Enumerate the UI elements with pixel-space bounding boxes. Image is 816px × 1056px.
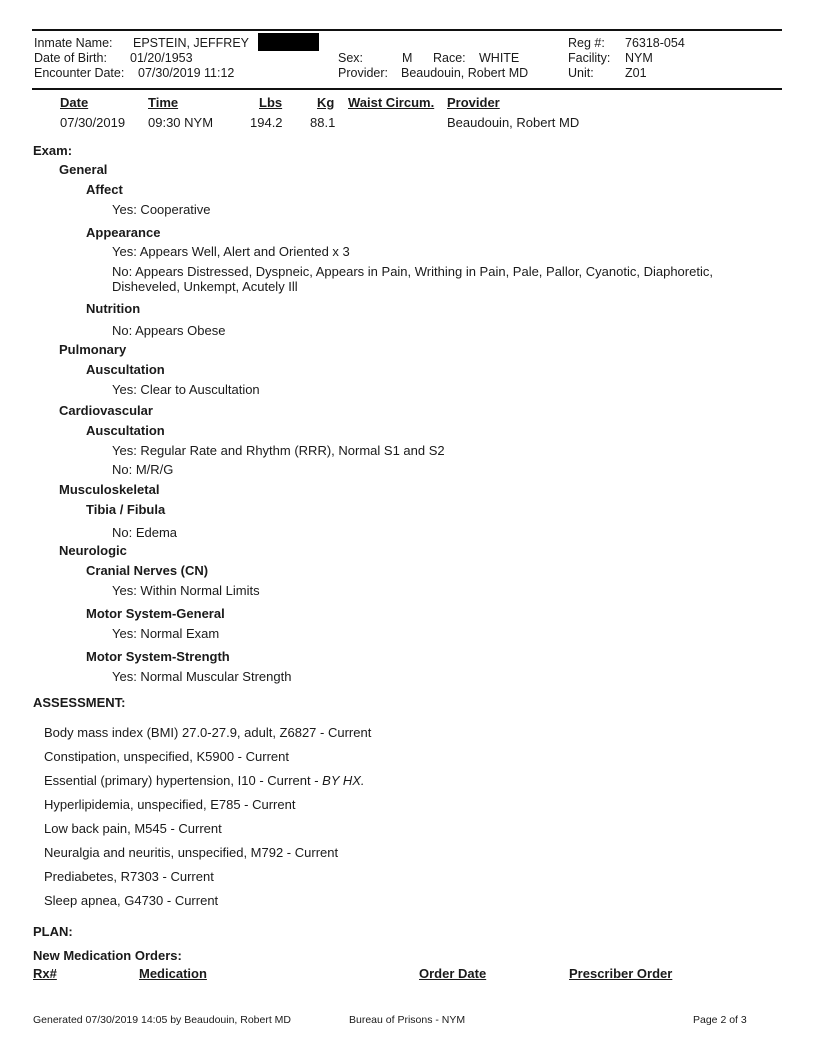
exam-musculoskeletal: Musculoskeletal: [59, 482, 160, 497]
exam-tibia-no: No: Edema: [112, 525, 178, 540]
dob-label: Date of Birth:: [34, 51, 107, 65]
assessment-item: Body mass index (BMI) 27.0-27.9, adult, Z6827 - Current: [44, 725, 372, 740]
assessment-item: Neuralgia and neuritis, unspecified, M792 - Current: [44, 845, 339, 860]
exam-general: General: [59, 162, 108, 177]
plan-column-rx: Rx#: [33, 966, 57, 981]
reg-label: Reg #:: [568, 36, 605, 50]
vitals-header-lbs: Lbs: [259, 95, 283, 110]
plan-title: PLAN:: [33, 924, 73, 939]
vitals-provider: Beaudouin, Robert MD: [447, 115, 580, 130]
assessment-item-hypertension: [44, 773, 365, 788]
assessment-item: Low back pain, M545 - Current: [44, 821, 222, 836]
exam-motor-strength-yes: Yes: Normal Muscular Strength: [112, 669, 292, 684]
facility: NYM: [625, 51, 653, 65]
exam-pulm-yes: Yes: Clear to Auscultation: [112, 382, 260, 397]
vitals-header-kg: Kg: [317, 95, 335, 110]
vitals-header-time: Time: [148, 95, 179, 110]
header-top-rule: [32, 29, 782, 31]
vitals-header-waist: Waist Circum.: [348, 95, 435, 110]
plan-column-prescriber-order: Prescriber Order: [569, 966, 673, 981]
exam-appearance: Appearance: [86, 225, 161, 240]
provider: Beaudouin, Robert MD: [401, 66, 529, 80]
exam-affect-yes: Yes: Cooperative: [112, 202, 211, 217]
unit: Z01: [625, 66, 647, 80]
assessment-hypertension-note: BY HX.: [322, 773, 365, 788]
footer-generated: Generated 07/30/2019 14:05 by Beaudouin, Robert MD: [33, 1014, 292, 1026]
exam-motor-general-yes: Yes: Normal Exam: [112, 626, 220, 641]
inmate-name: EPSTEIN, JEFFREY: [133, 36, 249, 50]
reg-number: 76318-054: [625, 36, 685, 50]
exam-neurologic: Neurologic: [59, 543, 127, 558]
sex: M: [402, 51, 413, 65]
race-label: Race:: [433, 51, 466, 65]
inmate-name-label: Inmate Name:: [34, 36, 113, 50]
vitals-lbs: 194.2: [250, 115, 283, 130]
unit-label: Unit:: [568, 66, 594, 80]
plan-column-order-date: Order Date: [419, 966, 487, 981]
vitals-kg: 88.1: [310, 115, 336, 130]
sex-label: Sex:: [338, 51, 364, 65]
new-medication-orders: New Medication Orders:: [33, 948, 182, 963]
encounter-label: Encounter Date:: [34, 66, 125, 80]
exam-pulmonary: Pulmonary: [59, 342, 127, 357]
footer-bureau: Bureau of Prisons - NYM: [349, 1014, 466, 1026]
vitals-time: 09:30 NYM: [148, 115, 214, 130]
exam-cardio-no: No: M/R/G: [112, 462, 174, 477]
exam-tibia: Tibia / Fibula: [86, 502, 166, 517]
assessment-item: Hyperlipidemia, unspecified, E785 - Current: [44, 797, 296, 812]
exam-affect: Affect: [86, 182, 123, 197]
provider-label: Provider:: [338, 66, 389, 80]
plan-column-medication: Medication: [139, 966, 207, 981]
vitals-date: 07/30/2019: [60, 115, 126, 130]
exam-nutrition-no: No: Appears Obese: [112, 323, 226, 338]
exam-title: Exam:: [33, 143, 73, 158]
assessment-item: Constipation, unspecified, K5900 - Current: [44, 749, 289, 764]
redaction-box: [258, 33, 319, 51]
exam-nutrition: Nutrition: [86, 301, 141, 316]
encounter-date: 07/30/2019 11:12: [138, 66, 235, 80]
footer-page-number: Page 2 of 3: [693, 1014, 747, 1026]
assessment-item-text: Essential (primary) hypertension, I10 - Current -: [44, 773, 323, 788]
exam-pulm-auscultation: Auscultation: [86, 362, 165, 377]
exam-motor-strength: Motor System-Strength: [86, 649, 230, 664]
exam-appearance-yes: Yes: Appears Well, Alert and Oriented x 3: [112, 244, 350, 259]
assessment-title: ASSESSMENT:: [33, 695, 126, 710]
header-bottom-rule: [32, 88, 782, 90]
dob: 01/20/1953: [130, 51, 193, 65]
exam-cardiovascular: Cardiovascular: [59, 403, 153, 418]
exam-cardio-yes: Yes: Regular Rate and Rhythm (RRR), Normal S1 and S2: [112, 443, 445, 458]
assessment-item: Sleep apnea, G4730 - Current: [44, 893, 219, 908]
assessment-item: Prediabetes, R7303 - Current: [44, 869, 214, 884]
race: WHITE: [479, 51, 520, 65]
exam-cranial: Cranial Nerves (CN): [86, 563, 209, 578]
vitals-header-date: Date: [60, 95, 89, 110]
exam-appearance-no: No: Appears Distressed, Dyspneic, Appears in Pain, Writhing in Pain, Pale, Pallor, Cyanotic, Diaphoretic, Disheveled, Unkempt, Acutely Ill: [112, 264, 713, 294]
exam-motor-general: Motor System-General: [86, 606, 225, 621]
facility-label: Facility:: [568, 51, 611, 65]
exam-cranial-yes: Yes: Within Normal Limits: [112, 583, 260, 598]
exam-cardio-auscultation: Auscultation: [86, 423, 165, 438]
vitals-header-provider: Provider: [447, 95, 500, 110]
